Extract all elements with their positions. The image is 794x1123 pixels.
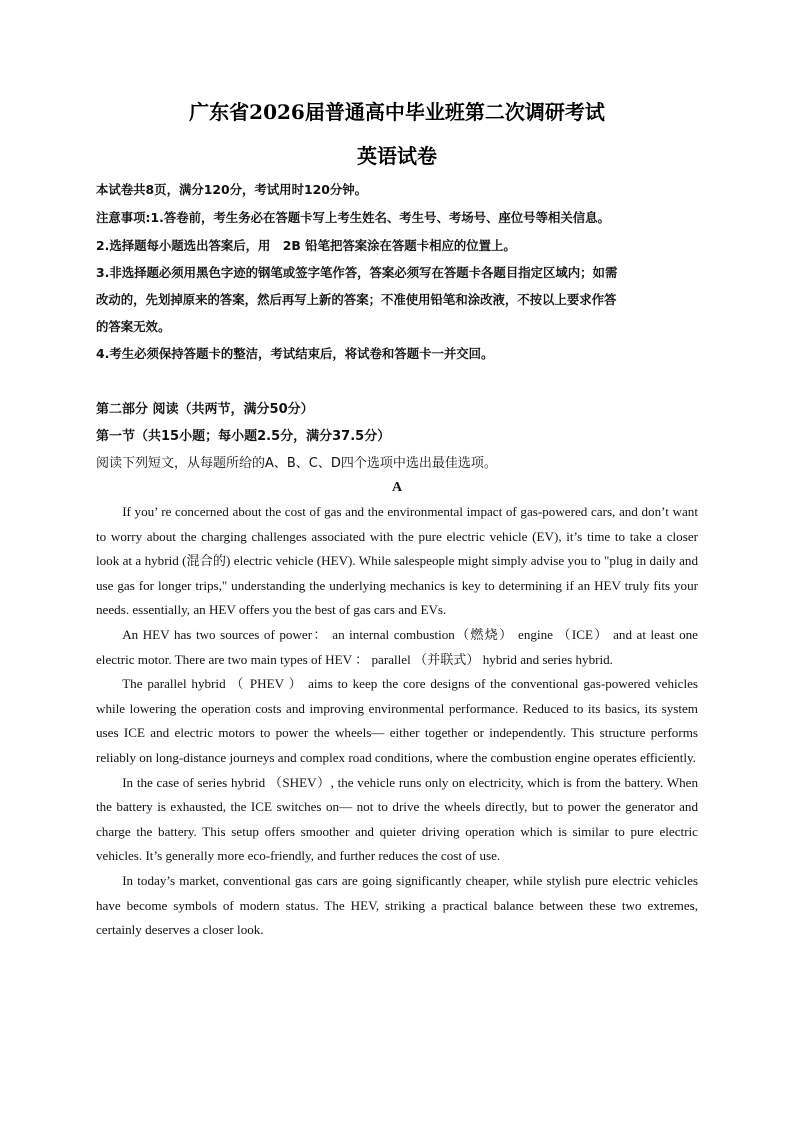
note-line: 3.非选择题必须用黑色字迹的钢笔或签字笔作答，答案必须写在答题卡各题目指定区域内；如需 [96,265,618,280]
part-title: 第二部分 阅读（共两节，满分50分） [96,402,314,417]
passage-paragraph: In the case of series hybrid （SHEV）, the vehicle runs only on electricity, which is from the battery. When the battery is exhausted, the ICE switches on— not to drive the wheels directly, but to power the generator and charge the battery. This setup offers smoother and quieter driving operation which is similar to pure electric vehicles. It’s generally more eco-friendly, and further reduces the cost of use. [96,774,698,864]
note-line: 的答案无效。 [96,319,171,334]
passage-paragraph: If you’ re concerned about the cost of gas and the environmental impact of gas-powered cars, and don’t want to worry about the charging challenges associated with the pure electric vehicle (EV), it’s time to take a closer look at a hybrid (混合的) electric vehicle (HEV). While salespeople might simply advise you to "plug in daily and use gas for longer trips," understanding the underlying mechanics is key to determining if an HEV truly fits your needs. essentially, an HEV offers you the best of gas cars and EVs. [96,504,698,618]
note-line: 本试卷共8页，满分120分，考试用时120分钟。 [96,182,367,197]
note-line: 2.选择题每小题选出答案后，用 2B 铅笔把答案涂在答题卡相应的位置上。 [96,238,516,253]
note-line: 改动的，先划掉原来的答案，然后再写上新的答案；不准使用铅笔和涂改液，不按以上要求作答 [96,292,617,307]
passage-body [96,500,698,943]
subsection-title: 第一节（共15小题；每小题2.5分，满分37.5分） [96,429,391,444]
passage-paragraph: In today’s market, conventional gas cars are going significantly cheaper, while stylish pure electric vehicles have become symbols of modern status. The HEV, striking a practical balance between these two extremes, certainly deserves a closer look. [96,872,698,938]
exam-subtitle: 英语试卷 [357,144,437,168]
note-line: 注意事项:1.答卷前，考生务必在答题卡写上考生姓名、考生号、考场号、座位号等相关信息。 [96,210,610,225]
note-line: 4.考生必须保持答题卡的整洁，考试结束后，将试卷和答题卡一并交回。 [96,346,494,361]
reading-instruction: 阅读下列短文，从每题所给的A、B、C、D四个选项中选出最佳选项。 [96,456,497,471]
exam-title: 广东省2026届普通高中毕业班第二次调研考试 [189,100,605,124]
passage-paragraph: An HEV has two sources of power： an internal combustion（燃烧） engine （ICE） and at least one electric motor. There are two main types of HEV ： parallel （并联式） hybrid and series hybrid. [96,626,698,667]
passage-paragraph: The parallel hybrid （ PHEV ） aims to keep the core designs of the conventional gas-powered vehicles while lowering the operation costs and improving environmental performance. Reduced to its basics, its system uses ICE and electric motors to power the wheels— either together or independently. This structure performs reliably on long-distance journeys and complex road conditions, where the combustion engine operates efficiently. [96,676,698,765]
passage-label: A [391,480,403,495]
